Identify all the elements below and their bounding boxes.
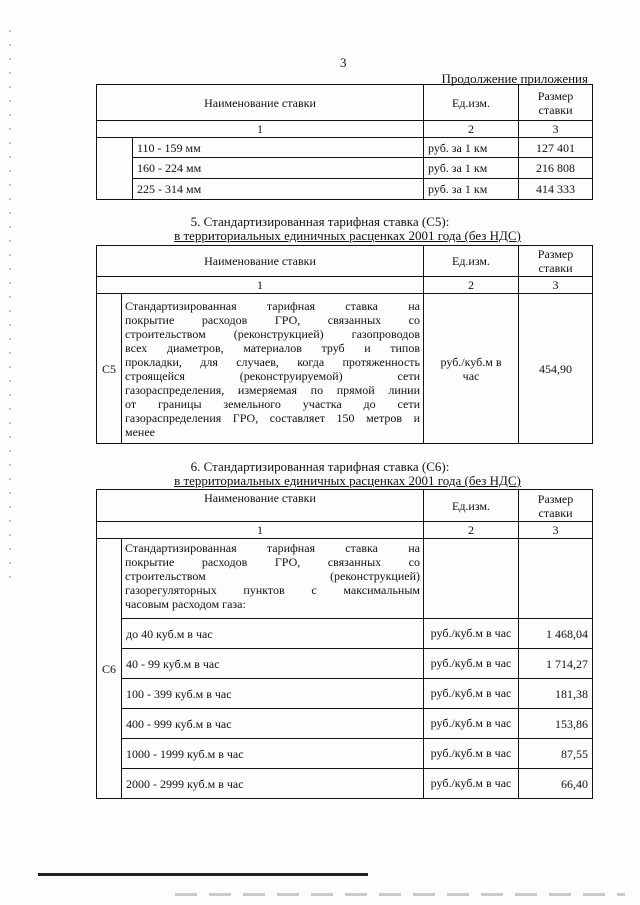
row-name: 1000 - 1999 куб.м в час [122, 739, 424, 769]
header-name: Наименование ставки [97, 490, 424, 522]
c6-value-empty [519, 539, 593, 619]
row-name: 2000 - 2999 куб.м в час [122, 769, 424, 799]
row-value: 216 808 [519, 158, 593, 179]
row-name: 100 - 399 куб.м в час [122, 679, 424, 709]
row-value: 414 333 [519, 179, 593, 200]
c5-value: 454,90 [519, 294, 593, 444]
table-row [97, 138, 593, 158]
row-unit: руб. за 1 км [424, 138, 519, 158]
section-5-subtitle: в территориальных единичных расценках 2001 года (без НДС) [174, 228, 521, 243]
col-number-1: 1 [97, 522, 424, 539]
row-name: 225 - 314 мм [133, 179, 424, 200]
c5-unit: руб./куб.м в час [424, 294, 519, 444]
row-unit: руб./куб.м в час [424, 679, 519, 709]
row-unit: руб. за 1 км [424, 158, 519, 179]
row-name: 400 - 999 куб.м в час [122, 709, 424, 739]
table-row [97, 769, 593, 799]
row-value: 1 714,27 [519, 649, 593, 679]
bottom-rule [38, 873, 368, 876]
scan-bottom-artifact [175, 893, 625, 896]
c6-unit-empty [424, 539, 519, 619]
section-6-title [0, 460, 640, 488]
table-row [97, 709, 593, 739]
col-number-3: 3 [519, 522, 593, 539]
section-5-heading: 5. Стандартизированная тарифная ставка (С5): [190, 214, 450, 229]
table-row [97, 679, 593, 709]
table-row [97, 619, 593, 649]
header-unit: Ед.изм. [424, 490, 519, 522]
section-5-title [0, 215, 640, 243]
header-size: Размер ставки [519, 85, 593, 121]
row-unit: руб./куб.м в час [424, 709, 519, 739]
code-c5: С5 [97, 294, 122, 444]
col-number-2: 2 [424, 277, 519, 294]
row-value: 66,40 [519, 769, 593, 799]
table-continuation [96, 84, 593, 200]
row-value: 153,86 [519, 709, 593, 739]
row-value: 87,55 [519, 739, 593, 769]
row-unit: руб./куб.м в час [424, 739, 519, 769]
row-name: до 40 куб.м в час [122, 619, 424, 649]
header-name: Наименование ставки [97, 85, 424, 121]
table-c6 [96, 489, 593, 799]
header-size: Размер ставки [519, 246, 593, 277]
table-row [97, 179, 593, 200]
col-number-2: 2 [424, 522, 519, 539]
continuation-label: Продолжение приложения [441, 71, 588, 86]
section-6-heading: 6. Стандартизированная тарифная ставка (С6): [190, 459, 450, 474]
row-value: 127 401 [519, 138, 593, 158]
header-name: Наименование ставки [97, 246, 424, 277]
header-unit: Ед.изм. [424, 246, 519, 277]
section-6-subtitle: в территориальных единичных расценках 2001 года (без НДС) [174, 473, 521, 488]
table-row [97, 294, 593, 444]
col-number-1: 1 [97, 277, 424, 294]
col-number-3: 3 [519, 121, 593, 138]
row-value: 1 468,04 [519, 619, 593, 649]
code-cell-empty [97, 138, 133, 200]
row-unit: руб./куб.м в час [424, 769, 519, 799]
row-name: 160 - 224 мм [133, 158, 424, 179]
row-name: 110 - 159 мм [133, 138, 424, 158]
row-value: 181,38 [519, 679, 593, 709]
col-number-2: 2 [424, 121, 519, 138]
c5-description: Стандартизированная тарифная ставка на покрытие расходов ГРО, связанных со строительством (реконструкцией) газопроводов всех диаметров, материалов труб и типов прокладки, для случаев, когда протяженность строящейся (реконструируемой) сети газораспределения, измеряемая по прямой линии от границы земельного участка до сети газораспределения ГРО, составляет 150 метров и менее [122, 294, 424, 444]
col-number-3: 3 [519, 277, 593, 294]
table-row [97, 158, 593, 179]
c6-description: Стандартизированная тарифная ставка на покрытие расходов ГРО, связанных со строительством (реконструкцией) газорегуляторных пунктов с максимальным часовым расходом газа: [122, 539, 424, 619]
header-unit: Ед.изм. [424, 85, 519, 121]
page-number: 3 [340, 55, 347, 70]
col-number-1: 1 [97, 121, 424, 138]
row-name: 40 - 99 куб.м в час [122, 649, 424, 679]
table-row [97, 739, 593, 769]
code-c6: С6 [97, 539, 122, 799]
scan-edge-artifact [9, 30, 11, 590]
row-unit: руб./куб.м в час [424, 619, 519, 649]
row-unit: руб. за 1 км [424, 179, 519, 200]
table-c5 [96, 245, 593, 444]
table-row [97, 539, 593, 619]
header-size: Размер ставки [519, 490, 593, 522]
row-unit: руб./куб.м в час [424, 649, 519, 679]
table-row [97, 649, 593, 679]
